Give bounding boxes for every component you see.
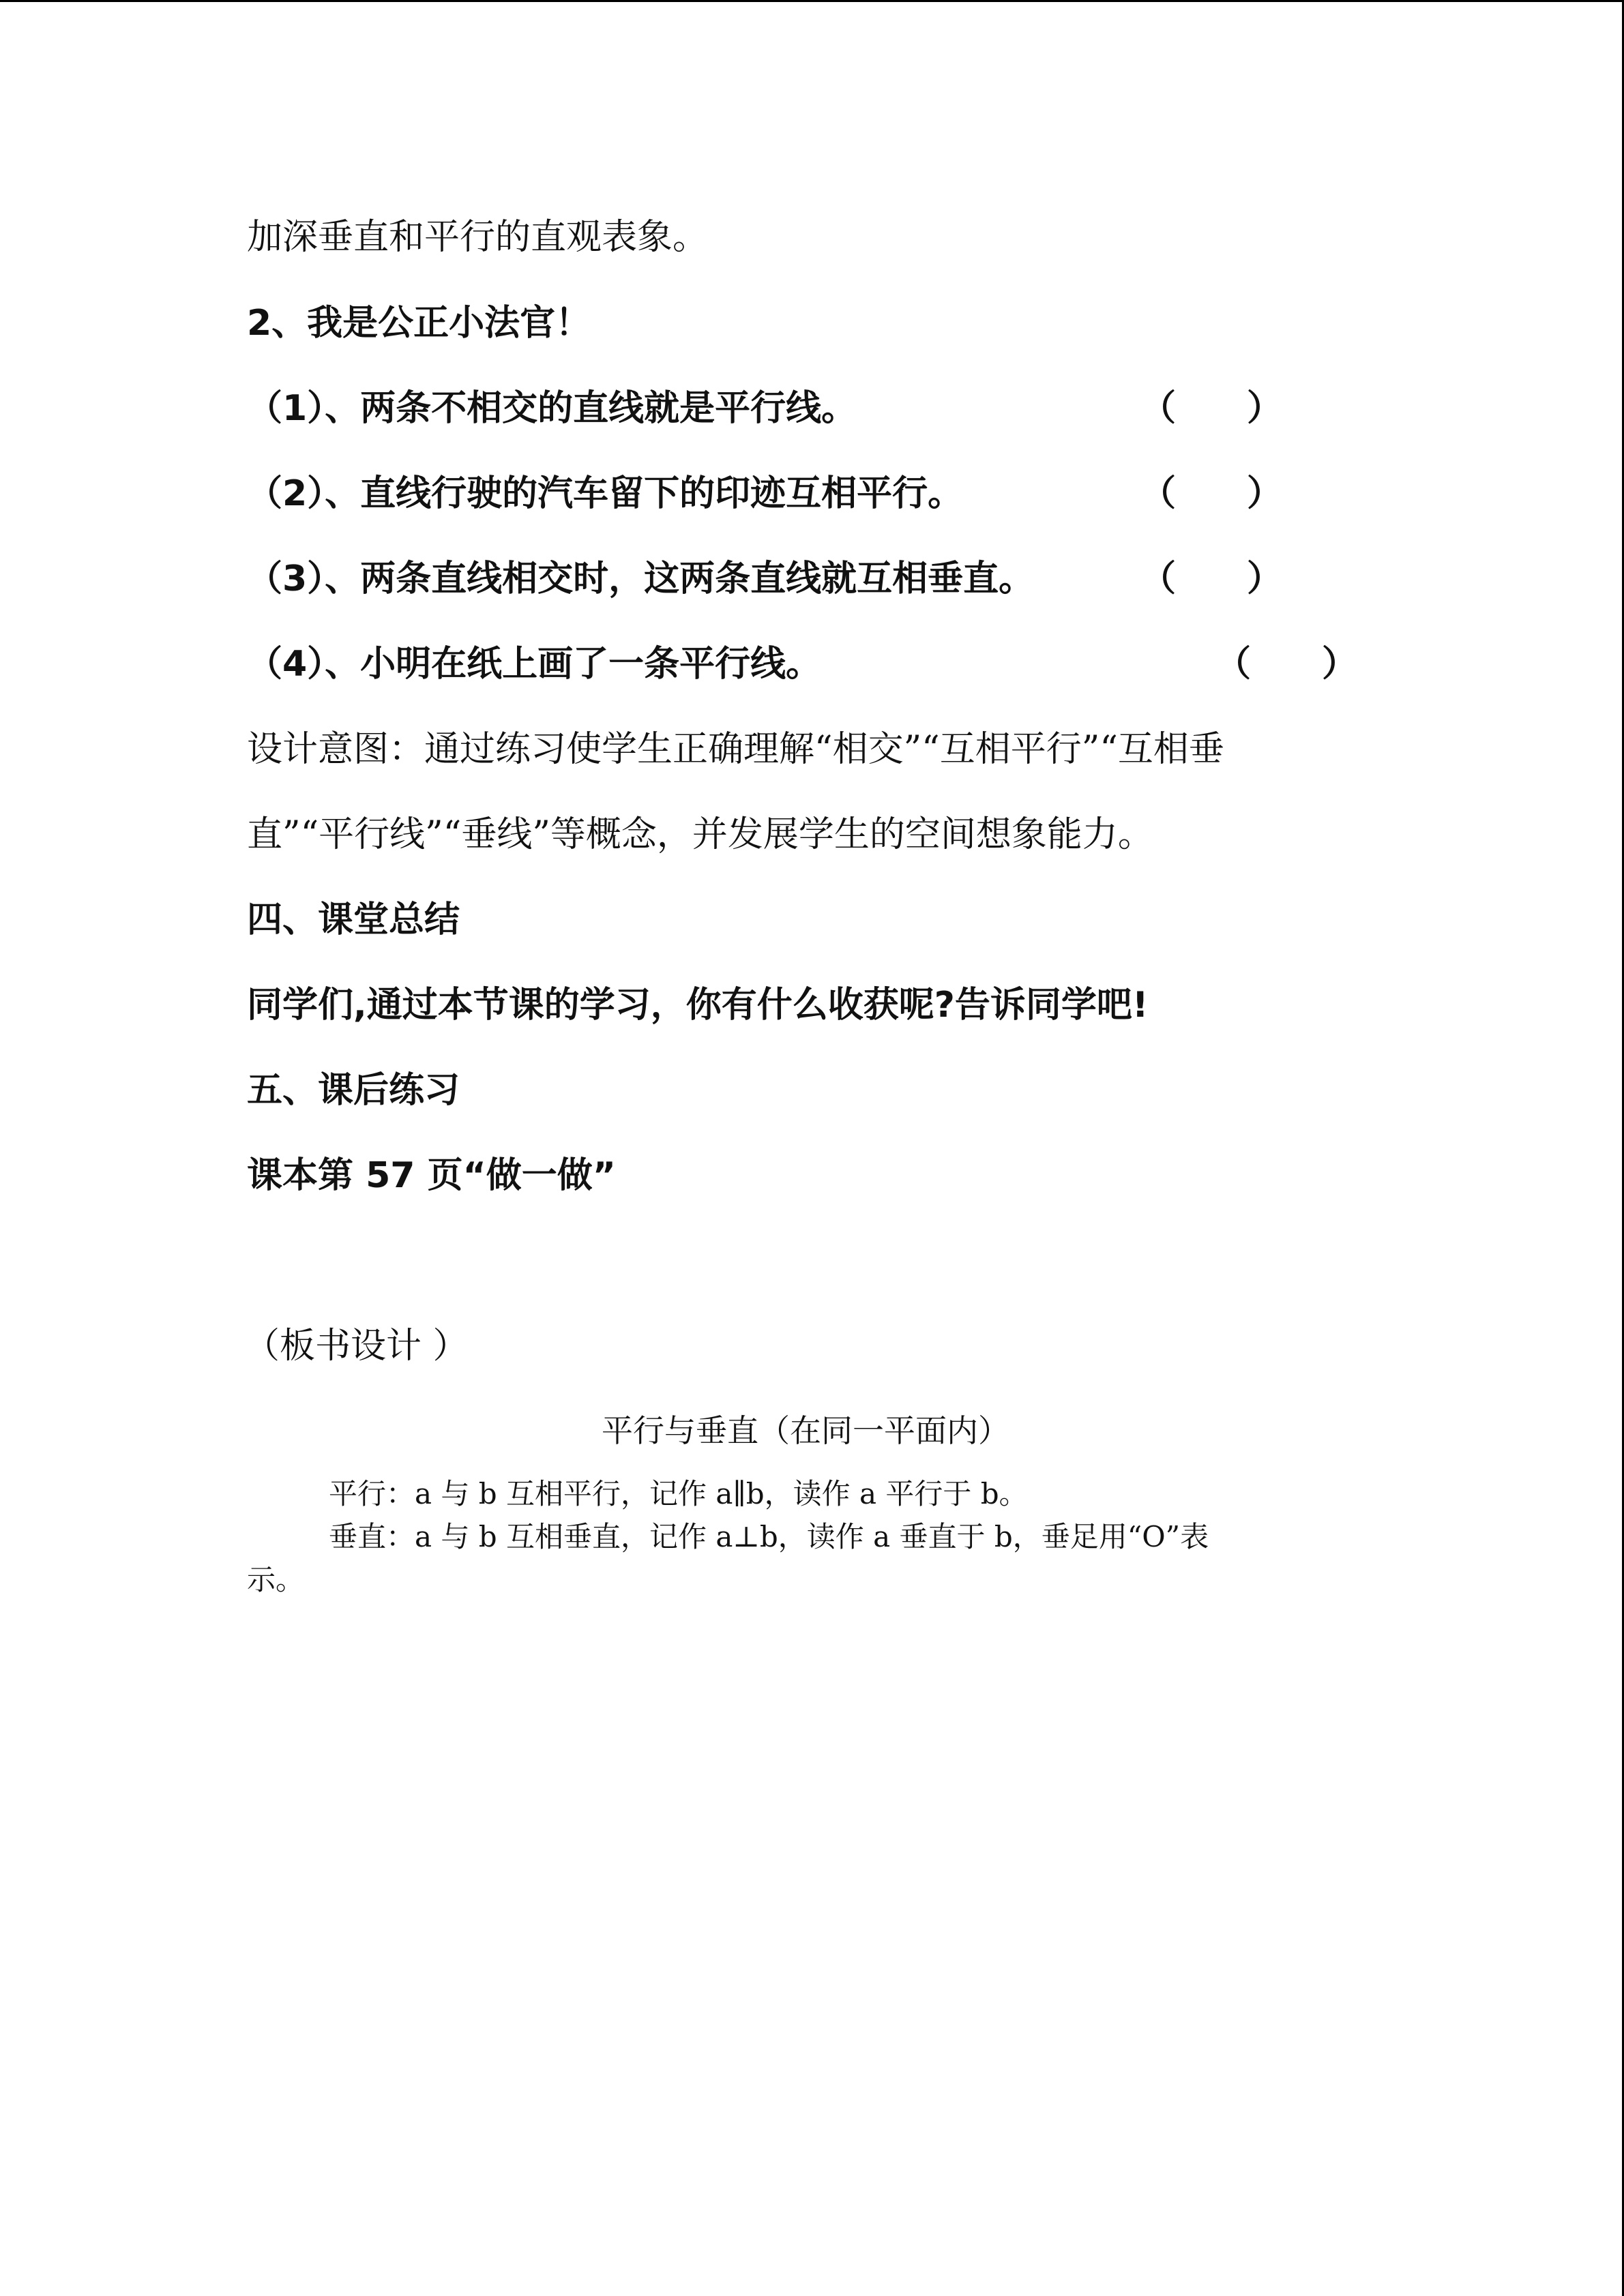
- design-intent-line-2: 直”“平行线”“垂线”等概念，并发展学生的空间想象能力。: [247, 814, 1153, 855]
- summary-text: 同学们,通过本节课的学习，你有什么收获呢?告诉同学吧!: [247, 985, 1149, 1026]
- board-perpendicular-definition-cont: 示。: [247, 1563, 305, 1596]
- continuation-line: 加深垂直和平行的直观表象。: [247, 217, 709, 258]
- board-perpendicular-definition: 垂直：a 与 b 互相垂直，记作 a⊥b，读作 a 垂直于 b，垂足用“O”表: [329, 1520, 1209, 1553]
- judge-item-2: （2）、直线行驶的汽车留下的印迹互相平行。: [247, 473, 964, 514]
- answer-blank-3: （ ）: [1140, 558, 1283, 599]
- answer-blank-1: （ ）: [1140, 388, 1283, 429]
- answer-blank-2: （ ）: [1140, 473, 1283, 514]
- board-title: 平行与垂直（在同一平面内）: [602, 1412, 1009, 1449]
- judge-item-4: （4）、小明在纸上画了一条平行线。: [247, 644, 822, 685]
- summary-heading: 四、课堂总结: [247, 899, 460, 940]
- board-parallel-definition: 平行：a 与 b 互相平行，记作 a∥b，读作 a 平行于 b。: [329, 1477, 1028, 1510]
- answer-blank-4: （ ）: [1215, 644, 1358, 685]
- homework-text: 课本第 57 页“做一做”: [247, 1155, 616, 1196]
- board-design-label: （板书设计 ）: [244, 1326, 469, 1367]
- judge-heading: 2、我是公正小法官！: [247, 303, 591, 344]
- top-border: [0, 0, 1624, 2]
- design-intent-line-1: 设计意图：通过练习使学生正确理解“相交”“互相平行”“互相垂: [247, 729, 1224, 770]
- judge-item-3: （3）、两条直线相交时，这两条直线就互相垂直。: [247, 558, 1035, 599]
- homework-heading: 五、课后练习: [247, 1070, 460, 1111]
- judge-item-1: （1）、两条不相交的直线就是平行线。: [247, 388, 857, 429]
